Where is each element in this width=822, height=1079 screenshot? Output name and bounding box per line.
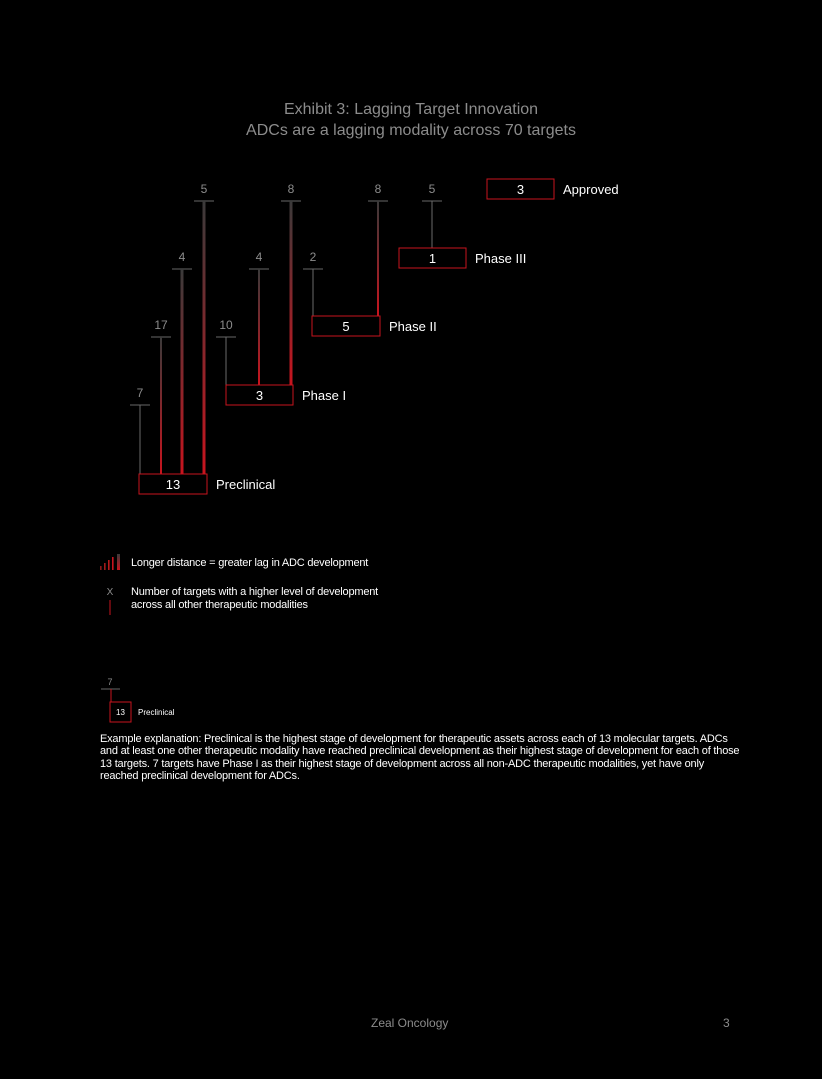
stage-label-preclinical: Preclinical [216, 477, 276, 492]
stage-label-phase-ii: Phase II [389, 319, 437, 334]
example-box-value: 13 [116, 708, 125, 717]
chart-title: Exhibit 3: Lagging Target Innovation [283, 101, 539, 118]
lag-legend-text: Longer distance = greater lag in ADC development [131, 557, 369, 569]
example-count: 7 [107, 677, 113, 687]
stage-value-phase-ii: 5 [342, 319, 350, 334]
lag-count-preclinical-2: 4 [178, 250, 186, 264]
stage-value-preclinical: 13 [165, 477, 181, 492]
lag-line-preclinical-3 [203, 201, 206, 474]
lag-line-phase-i-1 [258, 269, 260, 385]
stage-value-phase-iii: 1 [428, 251, 437, 266]
lag-count-phase-iii-0: 5 [428, 182, 436, 196]
lag-count-phase-ii-1: 8 [374, 182, 382, 196]
count-legend-symbol: X [106, 587, 114, 598]
lag-line-phase-i-2 [290, 201, 293, 385]
chart-subtitle: ADCs are a lagging modality across 70 targets [246, 122, 576, 139]
example-explanation: Example explanation: Preclinical is the highest stage of development for therapeutic assets across each of 13 molecular targets. ADCs and at least one other therapeutic modality have reached preclinical development as their highest stage of development for each of those 13 targets. 7 targets have Phase I as their highest stage of development across all non-ADC therapeutic modalities, yet have only reached preclinical development for ADCs. [100, 733, 740, 783]
footer-brand: Zeal Oncology [371, 1016, 449, 1030]
count-legend-text-2: across all other therapeutic modalities [131, 599, 308, 611]
lag-count-phase-i-0: 10 [219, 318, 233, 332]
count-legend-text-1: Number of targets with a higher level of development [131, 586, 379, 598]
stage-label-phase-iii: Phase III [475, 251, 527, 266]
lag-count-preclinical-3: 5 [200, 182, 208, 196]
lag-count-phase-i-1: 4 [255, 250, 263, 264]
stage-label-phase-i: Phase I [302, 388, 347, 403]
lag-legend-icon [100, 554, 120, 570]
lag-count-preclinical-1: 17 [154, 318, 168, 332]
page-number: 3 [723, 1016, 730, 1030]
lag-count-phase-ii-0: 2 [309, 250, 317, 264]
stage-label-approved: Approved [563, 182, 619, 197]
lag-line-preclinical-2 [181, 269, 184, 474]
lag-count-phase-i-2: 8 [287, 182, 295, 196]
stage-value-approved: 3 [516, 182, 525, 197]
lag-line-phase-ii-1 [377, 201, 379, 316]
stage-value-phase-i: 3 [255, 388, 264, 403]
lag-line-preclinical-1 [160, 337, 162, 474]
lag-count-preclinical-0: 7 [136, 386, 144, 400]
example-box-label: Preclinical [138, 708, 175, 717]
